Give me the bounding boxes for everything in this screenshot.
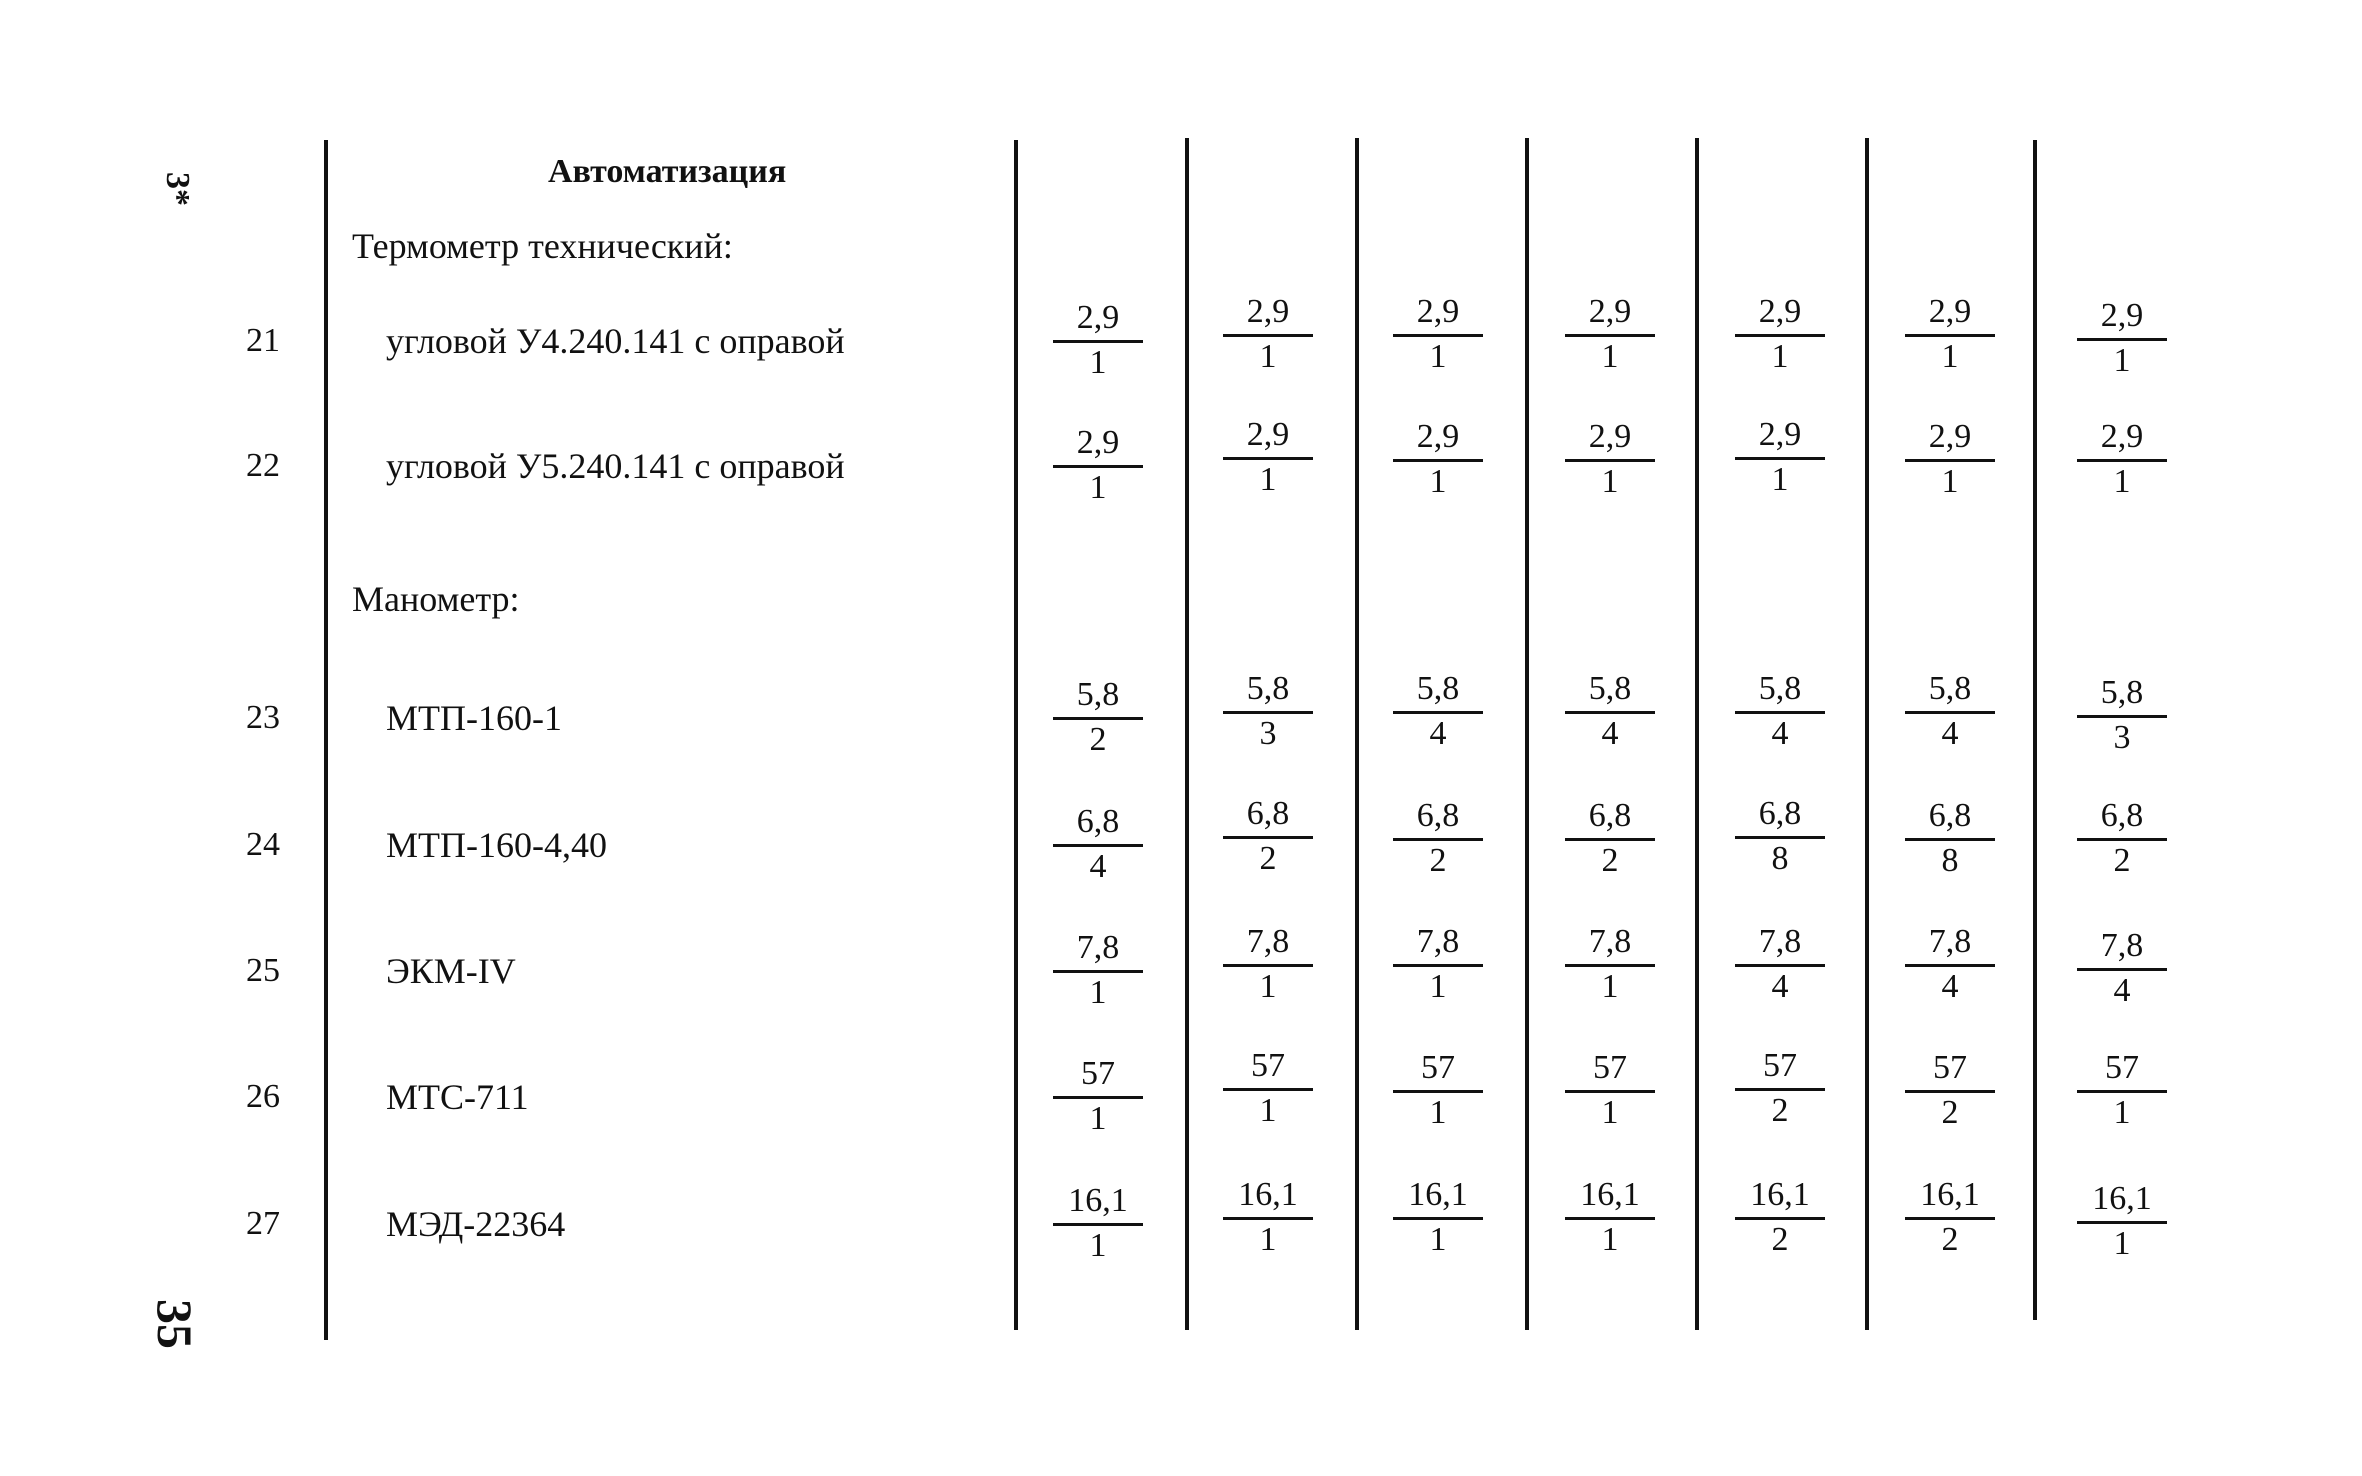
fraction-cell [1905, 671, 1995, 751]
fraction-numerator: 6,8 [1758, 795, 1802, 832]
fraction-cell [1393, 924, 1483, 1004]
fraction-denominator: 2 [1941, 1094, 1959, 1131]
fraction-numerator: 7,8 [1928, 923, 1972, 960]
fraction-numerator: 57 [1421, 1049, 1455, 1086]
fraction-cell [1053, 300, 1143, 380]
margin-mark: 3* [159, 172, 196, 206]
fraction-denominator: 1 [1429, 463, 1447, 500]
fraction-bar [1223, 711, 1313, 714]
fraction-denominator: 1 [2113, 342, 2131, 379]
fraction-denominator: 1 [1771, 338, 1789, 375]
fraction-denominator: 4 [2113, 972, 2131, 1009]
fraction-cell [1735, 796, 1825, 876]
fraction-bar [1053, 1096, 1143, 1099]
fraction-denominator: 1 [1941, 338, 1959, 375]
fraction-bar [1393, 334, 1483, 337]
fraction-cell [1905, 924, 1995, 1004]
fraction-bar [1905, 838, 1995, 841]
fraction-numerator: 16,1 [1920, 1176, 1980, 1213]
fraction-cell [1735, 1048, 1825, 1128]
fraction-denominator: 4 [1601, 715, 1619, 752]
fraction-cell [1565, 419, 1655, 499]
table-left-border [324, 140, 328, 1340]
fraction-bar [2077, 838, 2167, 841]
fraction-denominator: 4 [1941, 968, 1959, 1005]
fraction-cell [1053, 1056, 1143, 1136]
fraction-cell [1735, 671, 1825, 751]
fraction-bar [1735, 711, 1825, 714]
fraction-cell [2077, 928, 2167, 1008]
fraction-denominator: 1 [1259, 1221, 1277, 1258]
fraction-denominator: 1 [1601, 463, 1619, 500]
fraction-bar [1735, 836, 1825, 839]
fraction-denominator: 2 [1429, 842, 1447, 879]
fraction-bar [1053, 717, 1143, 720]
row-name: МТП-160-4,40 [386, 825, 607, 865]
fraction-denominator: 3 [2113, 719, 2131, 756]
fraction-cell [1565, 671, 1655, 751]
fraction-cell [2077, 1050, 2167, 1130]
fraction-numerator: 7,8 [1588, 923, 1632, 960]
fraction-numerator: 57 [1933, 1049, 1967, 1086]
fraction-numerator: 2,9 [1416, 293, 1460, 330]
fraction-numerator: 5,8 [1588, 670, 1632, 707]
fraction-numerator: 57 [1251, 1047, 1285, 1084]
fraction-bar [1735, 1217, 1825, 1220]
row-number: 22 [246, 447, 280, 484]
fraction-denominator: 1 [1259, 338, 1277, 375]
fraction-numerator: 57 [1081, 1055, 1115, 1092]
fraction-numerator: 6,8 [1588, 797, 1632, 834]
fraction-numerator: 16,1 [1238, 1176, 1298, 1213]
fraction-bar [2077, 459, 2167, 462]
fraction-bar [1053, 465, 1143, 468]
fraction-denominator: 2 [1601, 842, 1619, 879]
section-title: Автоматизация [548, 153, 787, 190]
fraction-numerator: 2,9 [1758, 293, 1802, 330]
fraction-denominator: 4 [1771, 715, 1789, 752]
fraction-numerator: 57 [1763, 1047, 1797, 1084]
fraction-bar [1393, 838, 1483, 841]
row-number: 23 [246, 699, 280, 736]
fraction-bar [1905, 1090, 1995, 1093]
fraction-denominator: 1 [1601, 338, 1619, 375]
fraction-bar [1735, 964, 1825, 967]
fraction-numerator: 2,9 [2100, 297, 2144, 334]
fraction-denominator: 1 [1601, 1094, 1619, 1131]
fraction-bar [1053, 340, 1143, 343]
fraction-cell [1223, 417, 1313, 497]
fraction-denominator: 4 [1089, 848, 1107, 885]
fraction-numerator: 5,8 [1928, 670, 1972, 707]
fraction-denominator: 3 [1259, 715, 1277, 752]
fraction-numerator: 5,8 [1076, 676, 1120, 713]
fraction-bar [1735, 457, 1825, 460]
fraction-cell [1393, 671, 1483, 751]
column-divider [1865, 138, 1869, 1330]
fraction-denominator: 1 [2113, 463, 2131, 500]
fraction-denominator: 1 [1259, 461, 1277, 498]
fraction-numerator: 2,9 [1246, 416, 1290, 453]
fraction-bar [1565, 838, 1655, 841]
fraction-cell [1393, 1050, 1483, 1130]
fraction-denominator: 1 [1601, 968, 1619, 1005]
fraction-bar [1393, 459, 1483, 462]
fraction-cell [1905, 294, 1995, 374]
fraction-bar [1905, 459, 1995, 462]
fraction-bar [1905, 964, 1995, 967]
fraction-denominator: 2 [2113, 842, 2131, 879]
fraction-numerator: 5,8 [1758, 670, 1802, 707]
fraction-bar [1393, 711, 1483, 714]
fraction-denominator: 1 [1771, 461, 1789, 498]
fraction-bar [1053, 970, 1143, 973]
fraction-cell [1053, 677, 1143, 757]
fraction-numerator: 16,1 [1408, 1176, 1468, 1213]
fraction-denominator: 1 [1089, 1227, 1107, 1264]
fraction-numerator: 2,9 [1928, 418, 1972, 455]
fraction-numerator: 6,8 [1246, 795, 1290, 832]
fraction-denominator: 1 [1429, 1221, 1447, 1258]
fraction-numerator: 7,8 [2100, 927, 2144, 964]
fraction-denominator: 1 [1089, 469, 1107, 506]
fraction-cell [1223, 924, 1313, 1004]
fraction-denominator: 1 [2113, 1094, 2131, 1131]
fraction-numerator: 2,9 [1588, 418, 1632, 455]
fraction-denominator: 1 [2113, 1225, 2131, 1262]
fraction-denominator: 1 [1089, 1100, 1107, 1137]
fraction-numerator: 57 [1593, 1049, 1627, 1086]
fraction-cell [1565, 798, 1655, 878]
fraction-denominator: 1 [1429, 1094, 1447, 1131]
fraction-numerator: 2,9 [1758, 416, 1802, 453]
fraction-denominator: 1 [1259, 968, 1277, 1005]
fraction-numerator: 6,8 [1416, 797, 1460, 834]
fraction-bar [1223, 1217, 1313, 1220]
fraction-cell [1565, 1050, 1655, 1130]
fraction-bar [1053, 844, 1143, 847]
fraction-cell [1223, 294, 1313, 374]
fraction-bar [1393, 1090, 1483, 1093]
fraction-denominator: 1 [1089, 974, 1107, 1011]
fraction-numerator: 7,8 [1416, 923, 1460, 960]
fraction-cell [1393, 294, 1483, 374]
fraction-numerator: 2,9 [1588, 293, 1632, 330]
fraction-cell [1905, 1177, 1995, 1257]
fraction-bar [1905, 711, 1995, 714]
group-label-thermometer: Термометр технический: [352, 226, 733, 266]
fraction-cell [2077, 798, 2167, 878]
fraction-cell [1735, 417, 1825, 497]
fraction-cell [1735, 1177, 1825, 1257]
fraction-bar [1223, 457, 1313, 460]
page-number: 35 [147, 1299, 203, 1349]
fraction-numerator: 7,8 [1246, 923, 1290, 960]
fraction-denominator: 2 [1771, 1092, 1789, 1129]
fraction-numerator: 2,9 [1076, 424, 1120, 461]
fraction-cell [1223, 1177, 1313, 1257]
fraction-cell [1053, 804, 1143, 884]
fraction-bar [2077, 715, 2167, 718]
fraction-denominator: 8 [1941, 842, 1959, 879]
fraction-cell [2077, 419, 2167, 499]
fraction-cell [1393, 419, 1483, 499]
fraction-cell [1053, 1183, 1143, 1263]
fraction-bar [2077, 1090, 2167, 1093]
fraction-cell [2077, 1181, 2167, 1261]
fraction-numerator: 16,1 [1750, 1176, 1810, 1213]
fraction-cell [1905, 1050, 1995, 1130]
fraction-denominator: 2 [1089, 721, 1107, 758]
fraction-bar [1565, 1090, 1655, 1093]
fraction-bar [1053, 1223, 1143, 1226]
fraction-numerator: 16,1 [1580, 1176, 1640, 1213]
fraction-numerator: 16,1 [1068, 1182, 1128, 1219]
fraction-numerator: 5,8 [1416, 670, 1460, 707]
column-divider [2033, 140, 2037, 1320]
fraction-bar [1565, 459, 1655, 462]
row-name: МЭД-22364 [386, 1204, 566, 1244]
fraction-cell [1565, 924, 1655, 1004]
fraction-denominator: 2 [1259, 840, 1277, 877]
row-name: угловой У5.240.141 с оправой [386, 446, 845, 486]
fraction-denominator: 1 [1601, 1221, 1619, 1258]
fraction-cell [1905, 798, 1995, 878]
row-name: МТП-160-1 [386, 698, 562, 738]
fraction-bar [1905, 334, 1995, 337]
fraction-bar [1223, 964, 1313, 967]
fraction-numerator: 2,9 [1246, 293, 1290, 330]
column-divider [1014, 140, 1018, 1330]
column-divider [1185, 138, 1189, 1330]
fraction-numerator: 5,8 [2100, 674, 2144, 711]
fraction-bar [1223, 836, 1313, 839]
fraction-cell [1905, 419, 1995, 499]
fraction-numerator: 57 [2105, 1049, 2139, 1086]
fraction-cell [2077, 298, 2167, 378]
column-divider [1355, 138, 1359, 1330]
fraction-numerator: 2,9 [1416, 418, 1460, 455]
row-name: ЭКМ-IV [386, 951, 516, 991]
fraction-numerator: 2,9 [2100, 418, 2144, 455]
fraction-bar [1565, 711, 1655, 714]
fraction-numerator: 2,9 [1928, 293, 1972, 330]
fraction-cell [2077, 675, 2167, 755]
fraction-numerator: 6,8 [2100, 797, 2144, 834]
fraction-denominator: 1 [1429, 968, 1447, 1005]
fraction-numerator: 16,1 [2092, 1180, 2152, 1217]
fraction-bar [2077, 968, 2167, 971]
fraction-denominator: 1 [1089, 344, 1107, 381]
fraction-cell [1053, 425, 1143, 505]
row-name: МТС-711 [386, 1077, 529, 1117]
fraction-cell [1565, 1177, 1655, 1257]
fraction-bar [1735, 1088, 1825, 1091]
fraction-cell [1393, 1177, 1483, 1257]
fraction-numerator: 7,8 [1076, 929, 1120, 966]
fraction-numerator: 2,9 [1076, 299, 1120, 336]
row-number: 21 [246, 322, 280, 359]
fraction-bar [1565, 334, 1655, 337]
fraction-bar [1393, 964, 1483, 967]
fraction-cell [1735, 294, 1825, 374]
fraction-denominator: 1 [1941, 463, 1959, 500]
column-divider [1695, 138, 1699, 1330]
row-number: 25 [246, 952, 280, 989]
fraction-bar [1565, 1217, 1655, 1220]
group-label-manometer: Манометр: [352, 579, 520, 619]
fraction-numerator: 5,8 [1246, 670, 1290, 707]
fraction-denominator: 4 [1771, 968, 1789, 1005]
row-number: 24 [246, 826, 280, 863]
fraction-numerator: 7,8 [1758, 923, 1802, 960]
fraction-denominator: 4 [1941, 715, 1959, 752]
fraction-denominator: 1 [1429, 338, 1447, 375]
fraction-bar [1223, 1088, 1313, 1091]
fraction-bar [1393, 1217, 1483, 1220]
fraction-numerator: 6,8 [1076, 803, 1120, 840]
fraction-cell [1393, 798, 1483, 878]
fraction-cell [1223, 1048, 1313, 1128]
row-number: 26 [246, 1078, 280, 1115]
fraction-cell [1223, 796, 1313, 876]
row-number: 27 [246, 1205, 280, 1242]
fraction-bar [1223, 334, 1313, 337]
fraction-denominator: 4 [1429, 715, 1447, 752]
fraction-numerator: 6,8 [1928, 797, 1972, 834]
column-divider [1525, 138, 1529, 1330]
fraction-bar [2077, 1221, 2167, 1224]
fraction-cell [1223, 671, 1313, 751]
fraction-cell [1053, 930, 1143, 1010]
fraction-bar [2077, 338, 2167, 341]
fraction-denominator: 2 [1771, 1221, 1789, 1258]
fraction-cell [1565, 294, 1655, 374]
fraction-bar [1735, 334, 1825, 337]
fraction-bar [1565, 964, 1655, 967]
fraction-cell [1735, 924, 1825, 1004]
fraction-denominator: 1 [1259, 1092, 1277, 1129]
fraction-denominator: 8 [1771, 840, 1789, 877]
row-name: угловой У4.240.141 с оправой [386, 321, 845, 361]
fraction-denominator: 2 [1941, 1221, 1959, 1258]
fraction-bar [1905, 1217, 1995, 1220]
